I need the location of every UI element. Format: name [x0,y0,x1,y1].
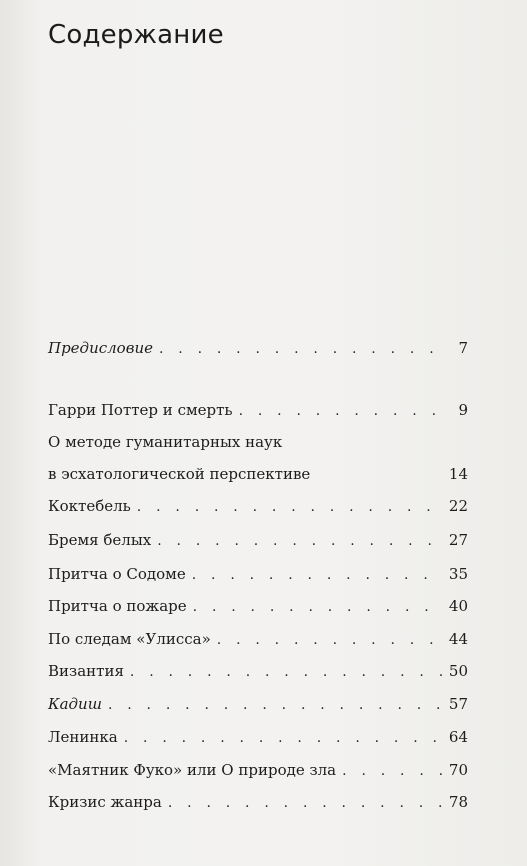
toc-entry-page: 44 [448,630,468,648]
toc-entry [48,659,468,683]
dot-leader [342,759,443,783]
toc-entry-label: Кризис жанра [48,793,162,811]
toc-entry-page: 50 [448,662,468,680]
dot-leader [159,337,448,361]
toc-entry [48,562,468,586]
dot-leader [192,563,443,587]
dot-leader [239,399,448,423]
toc-entry-page: 78 [448,793,468,811]
toc-entry [48,758,468,782]
toc-entry [48,528,468,552]
toc-entry-foreword [48,336,468,360]
toc-entry-label: Коктебель [48,497,131,515]
toc-entry [48,594,468,618]
toc-entry-label: «Маятник Фуко» или О природе зла [48,761,337,779]
toc-entry [48,494,468,518]
toc-entry [48,790,468,814]
dot-leader [168,791,443,815]
toc-entry-page: 27 [448,531,468,549]
toc-entry-page: 35 [448,565,468,583]
toc-entry-page: 57 [448,695,468,713]
toc-entry-label: Византия [48,662,124,680]
toc-entry-page: 70 [448,761,468,779]
dot-leader [108,693,443,717]
toc-entry-page: 9 [458,401,468,419]
toc-entry-label: По следам «Улисса» [48,630,211,648]
dot-leader [130,660,443,684]
toc-entry-label: Кадиш [48,695,102,713]
toc-entry-label: Притча о пожаре [48,597,187,615]
toc-entry [48,627,468,651]
toc-entry-label: Бремя белых [48,531,152,549]
toc-entry-page: 7 [458,339,468,357]
toc-entry-page: 14 [448,465,468,483]
dot-leader [193,595,443,619]
toc-entry [48,725,468,749]
toc-entry [48,692,468,716]
toc-entry-label: Притча о Содоме [48,565,186,583]
dot-leader [124,726,443,750]
toc-entry-label-line1: О методе гуманитарных наук [48,433,283,451]
toc-entry-page: 64 [448,728,468,746]
toc-entry-label: в эсхатологической перспективе [48,465,311,483]
page-title: Содержание [48,20,224,50]
toc-entry-label: Ленинка [48,728,118,746]
dot-leader [217,628,443,652]
toc-entry-label: Гарри Поттер и смерть [48,401,233,419]
dot-leader [157,529,443,553]
toc-entry-page: 22 [448,497,468,515]
toc-entry [48,462,468,486]
toc-entry-label: Предисловие [48,339,153,357]
dot-leader [137,495,443,519]
toc-entry [48,398,468,422]
toc-entry-page: 40 [448,597,468,615]
